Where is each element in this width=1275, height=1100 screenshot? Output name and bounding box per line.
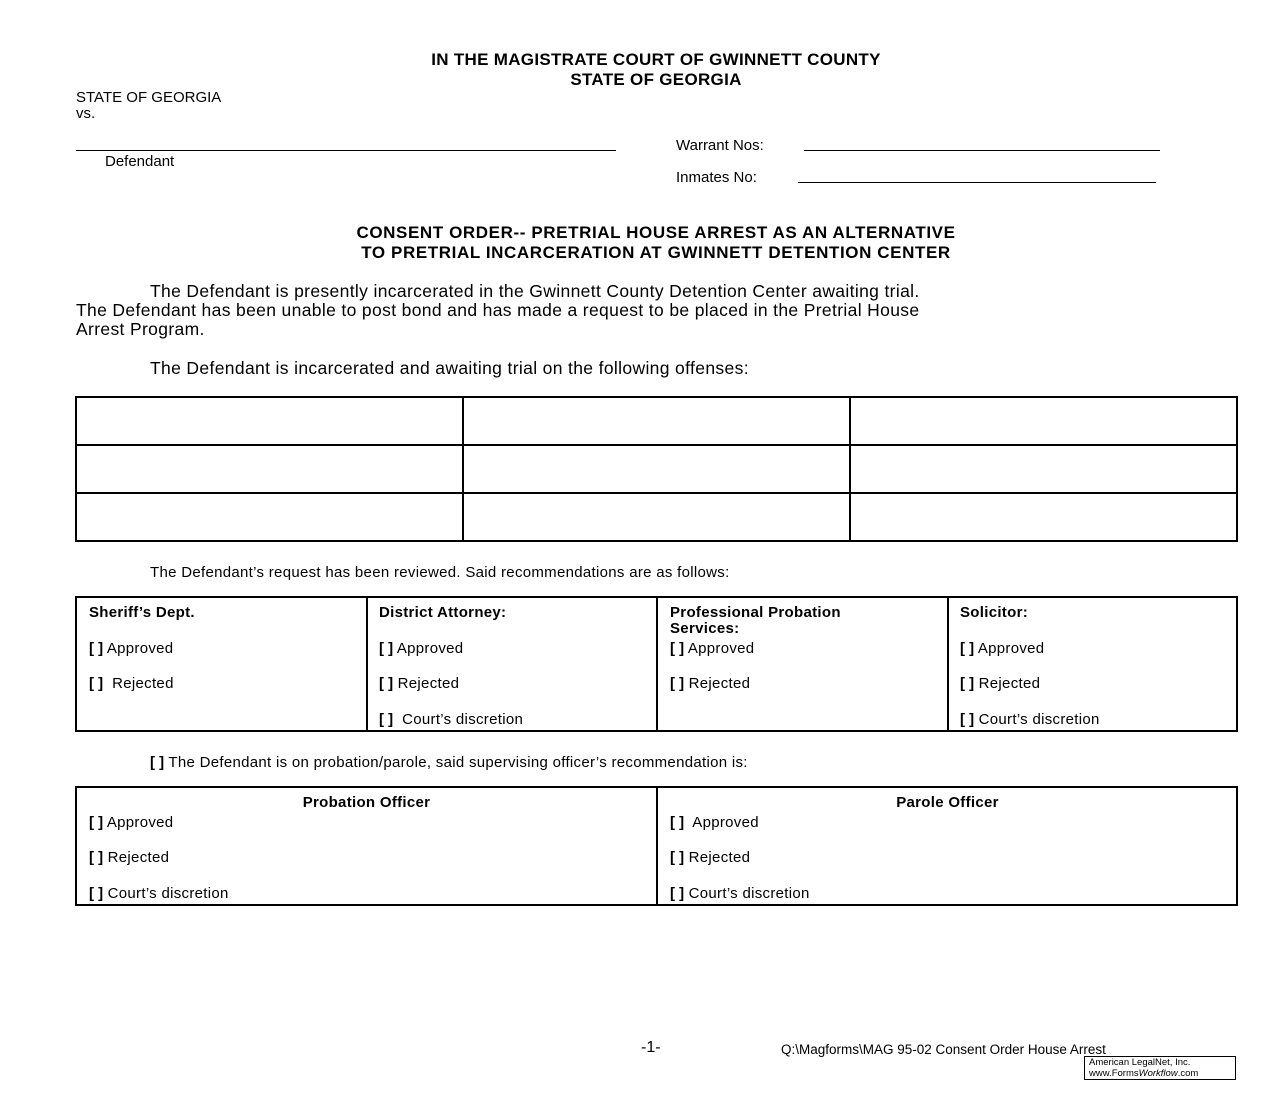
checkbox[interactable]: [ ] [670,849,685,866]
sheriff-heading: Sheriff’s Dept. [89,604,195,621]
defendant-label: Defendant [105,153,175,170]
offenses-table [75,396,1238,542]
checkbox[interactable]: [ ] [960,711,975,728]
parole-officer-approved-option[interactable]: [ ] Approved [670,814,759,831]
reviewed-statement: The Defendant’s request has been reviewed. Said recommendations are as follows: [150,564,730,581]
offense-cell[interactable] [463,445,850,493]
checkbox[interactable]: [ ] [670,814,685,831]
probation-services-approved-option[interactable]: [ ] Approved [670,640,755,657]
court-heading: IN THE MAGISTRATE COURT OF GWINNETT COUNTY [431,50,881,69]
da-approved-option[interactable]: [ ] Approved [379,640,464,657]
probation-services-heading: Professional Probation Services: [670,604,841,637]
solicitor-approved-option[interactable]: [ ] Approved [960,640,1045,657]
parole-officer-rejected-option[interactable]: [ ] Rejected [670,849,751,866]
probation-parole-option[interactable]: [ ] The Defendant is on probation/parole, said supervising officer’s recommendation is: [150,754,748,771]
order-title-line2: TO PRETRIAL INCARCERATION AT GWINNETT DETENTION CENTER [361,243,951,262]
publisher-stamp [1084,1056,1236,1080]
checkbox[interactable]: [ ] [379,711,394,728]
offense-cell[interactable] [850,445,1237,493]
checkbox[interactable]: [ ] [89,885,104,902]
inmates-label: Inmates No: [676,169,757,186]
divider [947,596,949,732]
publisher-name: American LegalNet, Inc. [1089,1057,1191,1068]
inmate-number-line[interactable] [798,182,1156,183]
offense-cell[interactable] [76,493,463,541]
solicitor-heading: Solicitor: [960,604,1029,621]
para2: The Defendant is incarcerated and awaiting trial on the following offenses: [150,358,749,378]
para1-line2: The Defendant has been unable to post bond and has made a request to be placed in the Pretrial House [76,300,920,320]
checkbox[interactable]: [ ] [379,640,394,657]
para1-line1: The Defendant is presently incarcerated in the Gwinnett County Detention Center awaiting trial. [150,281,920,301]
solicitor-rejected-option[interactable]: [ ] Rejected [960,675,1041,692]
offense-cell[interactable] [850,397,1237,445]
offense-cell[interactable] [463,397,850,445]
divider [366,596,368,732]
court-state-heading: STATE OF GEORGIA [570,70,742,89]
checkbox[interactable]: [ ] [670,885,685,902]
file-path: Q:\Magforms\MAG 95-02 Consent Order House Arrest [781,1042,1106,1057]
checkbox[interactable]: [ ] [150,754,165,771]
parole-officer-discretion-option[interactable]: [ ] Court’s discretion [670,885,810,902]
probation-officer-heading: Probation Officer [302,794,431,811]
solicitor-discretion-option[interactable]: [ ] Court’s discretion [960,711,1100,728]
probation-officer-discretion-option[interactable]: [ ] Court’s discretion [89,885,229,902]
checkbox[interactable]: [ ] [670,640,685,657]
offense-cell[interactable] [463,493,850,541]
table-row [76,397,1237,445]
checkbox[interactable]: [ ] [89,814,104,831]
checkbox[interactable]: [ ] [89,640,104,657]
da-rejected-option[interactable]: [ ] Rejected [379,675,460,692]
versus-label: vs. [76,105,96,122]
checkbox[interactable]: [ ] [89,849,104,866]
parole-officer-heading: Parole Officer [896,794,999,811]
table-row [76,445,1237,493]
order-title-line1: CONSENT ORDER-- PRETRIAL HOUSE ARREST AS AN ALTERNATIVE [356,223,956,242]
page-number: -1- [641,1039,661,1056]
da-discretion-option[interactable]: [ ] Court’s discretion [379,711,524,728]
sheriff-approved-option[interactable]: [ ] Approved [89,640,174,657]
offense-cell[interactable] [76,397,463,445]
sheriff-rejected-option[interactable]: [ ] Rejected [89,675,174,692]
defendant-name-line[interactable] [76,150,616,151]
checkbox[interactable]: [ ] [960,675,975,692]
table-row [76,493,1237,541]
checkbox[interactable]: [ ] [670,675,685,692]
probation-services-rejected-option[interactable]: [ ] Rejected [670,675,751,692]
para1-line3: Arrest Program. [76,319,205,339]
warrant-label: Warrant Nos: [676,137,764,154]
da-heading: District Attorney: [379,604,507,621]
publisher-url: www.FormsWorkflow.com [1089,1067,1199,1079]
probation-officer-rejected-option[interactable]: [ ] Rejected [89,849,170,866]
offense-cell[interactable] [850,493,1237,541]
divider [656,596,658,732]
checkbox[interactable]: [ ] [379,675,394,692]
checkbox[interactable]: [ ] [89,675,104,692]
probation-officer-approved-option[interactable]: [ ] Approved [89,814,174,831]
warrant-number-line[interactable] [804,150,1160,151]
checkbox[interactable]: [ ] [960,640,975,657]
offense-cell[interactable] [76,445,463,493]
plaintiff-name: STATE OF GEORGIA [76,89,222,106]
